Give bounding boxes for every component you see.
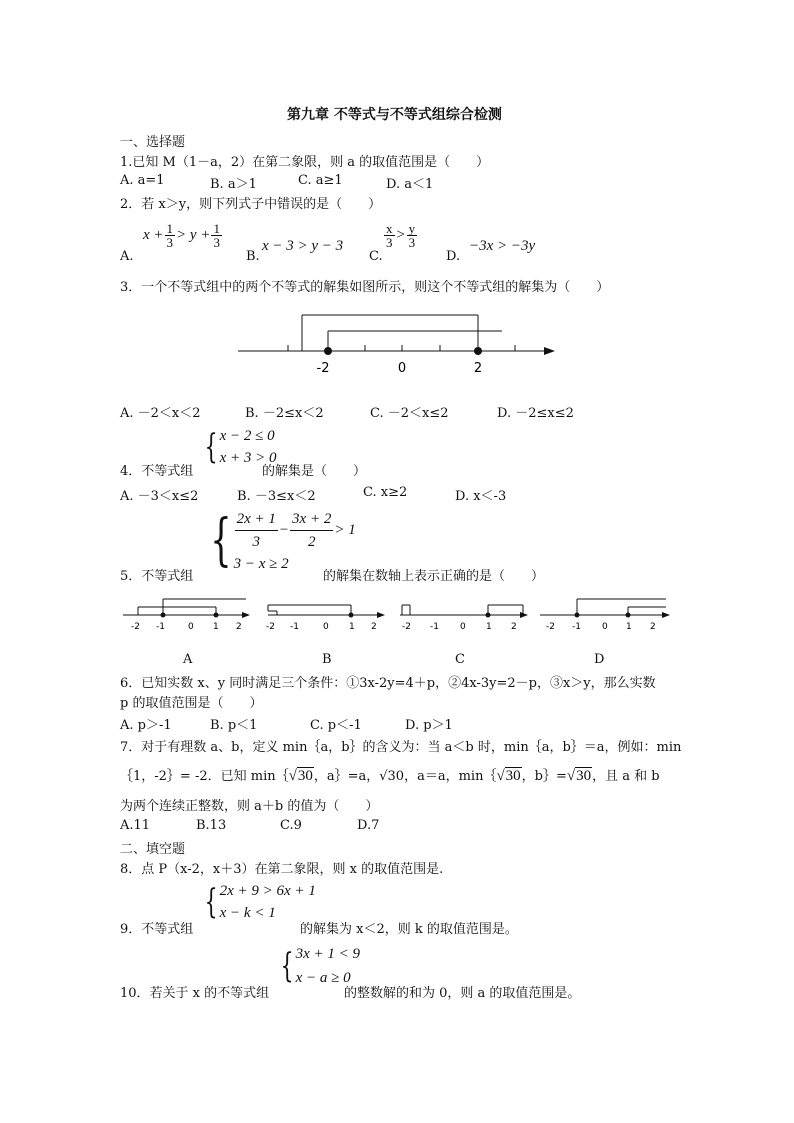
question-7-line-1: 7．对于有理数 a、b，定义 min｛a，b｝的含义为：当 a＜b 时，min｛a，b｝＝a，例如：min	[120, 740, 682, 755]
brace-icon: {	[280, 946, 294, 986]
q7-option-b: B.13	[196, 818, 227, 833]
q2-label-d: D.	[446, 249, 461, 264]
q3-option-c: C. －2＜x≤2	[370, 406, 449, 421]
question-2: 2．若 x＞y，则下列式子中错误的是（ ）	[120, 197, 382, 212]
page-title: 第九章 不等式与不等式组综合检测	[287, 107, 502, 123]
svg-text:1: 1	[486, 622, 492, 632]
q1-option-d: D. a＜1	[386, 177, 434, 192]
question-3: 3．一个不等式组中的两个不等式的解集如图所示，则这个不等式组的解集为（ ）	[120, 280, 610, 295]
question-7-line-2: ｛1，-2｝= -2．已知 min｛√30，a｝=a，√30，a＝a，min｛√30，b｝=√30，且 a 和 b	[120, 768, 660, 784]
axis-arrow	[544, 347, 555, 355]
tick-label-neg2: -2	[316, 361, 330, 376]
q5-figure-a	[123, 599, 250, 632]
svg-text:2: 2	[371, 622, 377, 632]
svg-text:0: 0	[602, 622, 608, 632]
q2-option-c-expr: $\frac{x}{3}$ > $\frac{y}{3}$	[386, 221, 416, 250]
q5-figure-d	[540, 599, 670, 632]
q5-suffix: 的解集在数轴上表示正确的是（ ）	[323, 569, 545, 584]
q10-prefix: 10．若关于 x 的不等式组	[120, 986, 270, 1001]
q1-option-a: A. a=1	[120, 173, 165, 188]
section-heading-choice: 一、选择题	[120, 135, 186, 150]
svg-text:-1: -1	[290, 622, 299, 632]
q4-prefix: 4．不等式组	[120, 464, 194, 479]
q3-option-d: D. －2≤x≤2	[497, 406, 574, 421]
q5-inequality-system: { $\frac{2x + 1}{3}$ − $\frac{3x + 2}{2}$ > 1 3 − x ≥ 2	[210, 508, 356, 573]
svg-text:-2: -2	[546, 622, 555, 632]
q3-option-a: A. －2＜x＜2	[120, 406, 201, 421]
q2-option-a-expr: x + $\frac{1}{3}$ > y + $\frac{1}{3}$	[143, 221, 220, 250]
q6-option-c: C. p＜-1	[310, 718, 362, 733]
q5-prefix: 5．不等式组	[120, 569, 194, 584]
q7-option-c: C.9	[280, 818, 302, 833]
svg-text:2: 2	[511, 622, 517, 632]
q7-option-d: D.7	[357, 818, 380, 833]
q4-option-b: B. －3≤x＜2	[237, 489, 316, 504]
q3-number-line-figure	[230, 305, 570, 385]
q2-label-c: C.	[369, 249, 383, 264]
q2-label-b: B.	[246, 249, 260, 264]
q6-option-b: B. p＜1	[210, 718, 258, 733]
svg-text:1: 1	[626, 622, 632, 632]
q5-choice-label-a: A	[183, 652, 193, 667]
q5-figure-b	[266, 605, 385, 632]
svg-text:-2: -2	[131, 622, 140, 632]
svg-text:1: 1	[349, 622, 355, 632]
tick-label-0: 0	[397, 361, 407, 376]
brace-icon: {	[204, 882, 218, 922]
q1-option-c: C. a≥1	[298, 173, 343, 188]
svg-text:-1: -1	[572, 622, 581, 632]
svg-text:1: 1	[213, 622, 219, 632]
q4-inequality-system: { x − 2 ≤ 0 x + 3 > 0	[204, 427, 277, 467]
q4-option-d: D. x＜-3	[455, 489, 507, 504]
tick-label-2: 2	[473, 361, 483, 376]
q3-option-b: B. －2≤x＜2	[245, 406, 324, 421]
svg-text:2: 2	[236, 622, 242, 632]
svg-text:-2: -2	[402, 622, 411, 632]
q1-option-b: B. a＞1	[210, 177, 257, 192]
q2-option-d-expr: −3x > −3y	[469, 238, 536, 254]
q5-choice-label-c: C	[455, 652, 465, 667]
question-6-line-1: 6．已知实数 x、y 同时满足三个条件：①3x-2y=4＋p，②4x-3y=2－p，③x＞y，那么实数	[120, 676, 656, 691]
q5-choice-label-d: D	[594, 652, 605, 667]
brace-icon: {	[204, 427, 218, 467]
svg-text:-1: -1	[156, 622, 165, 632]
q9-inequality-system: { 2x + 9 > 6x + 1 x − k < 1	[204, 882, 316, 922]
q5-figure-c	[400, 605, 528, 632]
q6-option-a: A. p＞-1	[120, 718, 172, 733]
q4-option-c: C. x≥2	[363, 485, 408, 500]
closed-point-left	[324, 347, 332, 355]
q2-label-a: A.	[120, 249, 134, 264]
q2-option-b-expr: x − 3 > y − 3	[262, 238, 344, 254]
q4-option-a: A. －3＜x≤2	[120, 489, 199, 504]
svg-text:0: 0	[460, 622, 466, 632]
question-7-line-3: 为两个连续正整数，则 a＋b 的值为（ ）	[120, 799, 379, 814]
q4-suffix: 的解集是（ ）	[262, 464, 367, 479]
svg-text:0: 0	[188, 622, 194, 632]
q9-prefix: 9．不等式组	[120, 922, 194, 937]
q10-inequality-system: { 3x + 1 < 9 x − a ≥ 0	[272, 943, 360, 989]
question-6-line-2: p 的取值范围是（ ）	[120, 696, 263, 711]
q6-option-d: D. p＞1	[405, 718, 453, 733]
q5-choice-label-b: B	[322, 652, 332, 667]
q9-suffix: 的解集为 x＜2，则 k 的取值范围是。	[300, 922, 518, 937]
q10-suffix: 的整数解的和为 0，则 a 的取值范围是。	[344, 986, 581, 1001]
question-8: 8．点 P（x-2，x＋3）在第二象限，则 x 的取值范围是.	[120, 862, 444, 877]
brace-icon: {	[210, 508, 232, 573]
svg-text:-2: -2	[266, 622, 275, 632]
svg-text:2: 2	[650, 622, 656, 632]
svg-text:-1: -1	[430, 622, 439, 632]
closed-point-right	[474, 347, 482, 355]
q7-option-a: A.11	[120, 818, 151, 833]
question-1: 1.已知 M（1－a，2）在第二象限，则 a 的取值范围是（ ）	[120, 155, 490, 170]
section-heading-fill: 二、填空题	[120, 842, 186, 857]
svg-text:0: 0	[323, 622, 329, 632]
